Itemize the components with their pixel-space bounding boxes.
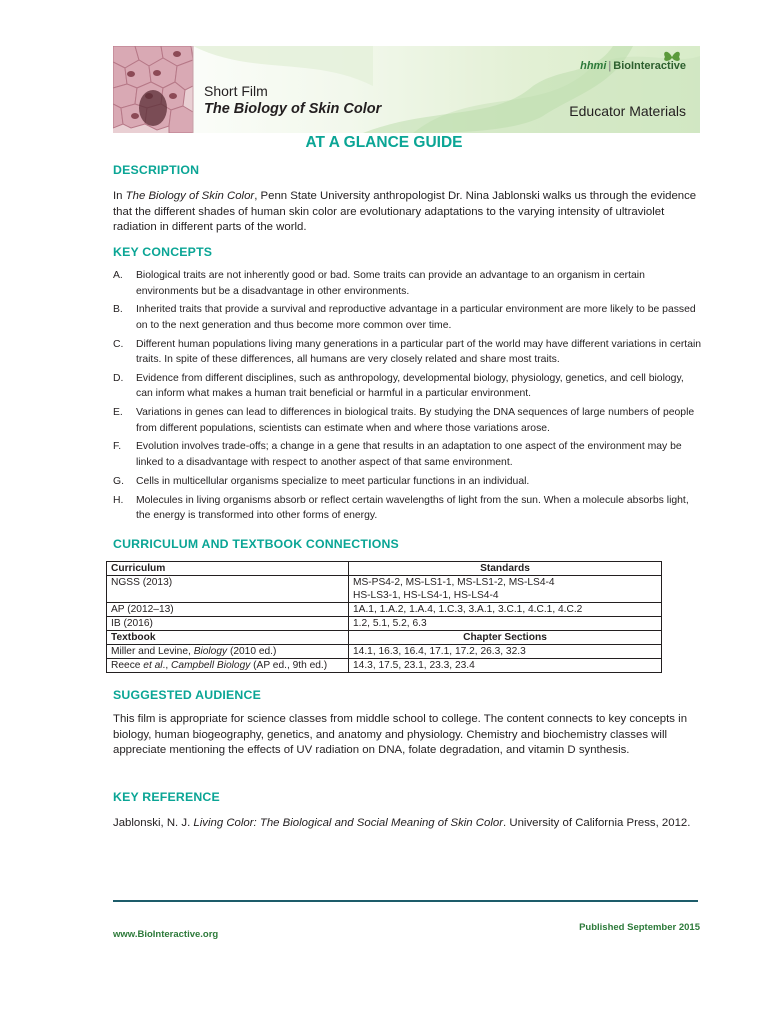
table-row bbox=[107, 659, 662, 673]
standards-line: MS-PS4-2, MS-LS1-1, MS-LS1-2, MS-LS4-4 bbox=[353, 577, 555, 588]
key-concepts-list bbox=[113, 268, 703, 527]
curriculum-table bbox=[106, 561, 662, 673]
item-letter: H. bbox=[113, 494, 124, 506]
item-text: Different human populations living many generations in a particular part of the world may have different variations in certain traits. In spite of these differences, all humans are very closely related and share most traits. bbox=[136, 338, 702, 366]
item-text: Cells in multicellular organisms specialize to meet particular functions in an individual. bbox=[136, 475, 530, 487]
logo-hhmi: hhmi bbox=[580, 60, 607, 72]
reference-title: Living Color: The Biological and Social Meaning of Skin Color bbox=[193, 817, 504, 829]
description-heading: DESCRIPTION bbox=[113, 163, 200, 177]
item-letter: B. bbox=[113, 304, 123, 316]
audience-text: This film is appropriate for science classes from middle school to college. The content connects to key concepts in biology, human biogeography, genetics, and anatomy and physiology. Chemistry and biochemistry classes will appreciate mentioning the effects of UV radiation on DNA, folate degradation, and vitamin D synthesis. bbox=[113, 713, 688, 757]
table-row bbox=[107, 603, 662, 617]
chapter-sections: 14.3, 17.5, 23.1, 23.3, 23.4 bbox=[349, 659, 662, 673]
list-item bbox=[113, 371, 703, 402]
item-letter: D. bbox=[113, 372, 124, 384]
standards-cell bbox=[349, 576, 662, 603]
film-title: The Biology of Skin Color bbox=[204, 101, 382, 117]
textbook-name bbox=[107, 659, 349, 673]
description-film-title: The Biology of Skin Color bbox=[125, 190, 255, 202]
logo-brand: BioInteractive bbox=[613, 60, 686, 72]
standards-cell: 1A.1, 1.A.2, 1.A.4, 1.C.3, 3.A.1, 3.C.1, 4.C.1, 4.C.2 bbox=[349, 603, 662, 617]
textbook-edition: (2010 ed.) bbox=[227, 646, 277, 657]
film-kind: Short Film bbox=[204, 83, 268, 99]
standards-cell: 1.2, 5.1, 5.2, 6.3 bbox=[349, 617, 662, 631]
curriculum-name: IB (2016) bbox=[107, 617, 349, 631]
published-date: Published September 2015 bbox=[579, 922, 700, 933]
textbook-edition: (AP ed., 9th ed.) bbox=[250, 660, 328, 671]
header-banner bbox=[113, 46, 700, 133]
item-text: Evidence from different disciplines, such as anthropology, developmental biology, physiology, genetics, and cell biology, can inform what makes a human trait beneficial or harmful in a particular environment. bbox=[136, 372, 684, 400]
item-text: Inherited traits that provide a survival and reproductive advantage in a particular environment are more likely to be passed on to the next generation and thus become more common over time. bbox=[136, 304, 696, 331]
item-text: Evolution involves trade-offs; a change in a gene that results in an adaptation to one aspect of the environment may be linked to a disadvantage with respect to another aspect of that same environment. bbox=[136, 441, 682, 468]
curriculum-name: AP (2012–13) bbox=[107, 603, 349, 617]
curriculum-heading: CURRICULUM AND TEXTBOOK CONNECTIONS bbox=[113, 537, 399, 551]
list-item bbox=[113, 337, 703, 368]
educator-materials-label: Educator Materials bbox=[569, 103, 686, 119]
standards-line: HS-LS3-1, HS-LS4-1, HS-LS4-4 bbox=[353, 590, 499, 601]
column-header-standards: Standards bbox=[349, 562, 662, 576]
textbook-title: Campbell Biology bbox=[171, 660, 251, 671]
item-letter: E. bbox=[113, 407, 123, 419]
hhmi-biointeractive-logo[interactable] bbox=[580, 60, 686, 72]
item-letter: C. bbox=[113, 338, 124, 350]
reference-publisher: . University of California Press, 2012. bbox=[503, 817, 691, 829]
textbook-author: Reece bbox=[111, 660, 144, 671]
description-post: , Penn State University anthropologist Dr. Nina Jablonski walks us through the evidence that the different shades of human skin color are evolutionary adaptations to the varying intensity of ultraviolet radiation in different parts of the world. bbox=[113, 190, 697, 234]
textbook-title: Biology bbox=[193, 646, 228, 657]
table-row bbox=[107, 617, 662, 631]
list-item bbox=[113, 474, 703, 490]
footer-divider bbox=[113, 900, 698, 902]
audience-heading: SUGGESTED AUDIENCE bbox=[113, 688, 261, 702]
list-item bbox=[113, 405, 703, 436]
table-header-row bbox=[107, 562, 662, 576]
table-row bbox=[107, 645, 662, 659]
reference-heading: KEY REFERENCE bbox=[113, 790, 220, 804]
column-header-textbook: Textbook bbox=[107, 631, 349, 645]
item-text: Molecules in living organisms absorb or reflect certain wavelengths of light from the sun. When a molecule absorbs light, the energy is transformed into other forms of energy. bbox=[136, 494, 689, 522]
list-item bbox=[113, 493, 703, 524]
column-header-chapters: Chapter Sections bbox=[349, 631, 662, 645]
textbook-name bbox=[107, 645, 349, 659]
curriculum-name: NGSS (2013) bbox=[107, 576, 349, 603]
chapter-sections: 14.1, 16.3, 16.4, 17.1, 17.2, 26.3, 32.3 bbox=[349, 645, 662, 659]
item-text: Variations in genes can lead to differences in biological traits. By studying the DNA sequences of large numbers of people from different populations, scientists can estimate when and where those variations arose. bbox=[136, 407, 695, 434]
list-item bbox=[113, 268, 703, 299]
textbook-author: Miller and Levine, bbox=[111, 646, 194, 657]
item-letter: G. bbox=[113, 475, 124, 487]
key-concepts-heading: KEY CONCEPTS bbox=[113, 245, 213, 259]
table-row bbox=[107, 576, 662, 603]
logo-separator: | bbox=[608, 60, 612, 72]
description-pre: In bbox=[113, 190, 126, 202]
reference-author: Jablonski, N. J. bbox=[113, 817, 194, 829]
textbook-et-al: et al bbox=[143, 660, 163, 671]
column-header-curriculum: Curriculum bbox=[107, 562, 349, 576]
footer-url-link[interactable]: www.BioInteractive.org bbox=[113, 929, 219, 940]
page-title: AT A GLANCE GUIDE bbox=[305, 134, 463, 151]
description-text bbox=[113, 189, 703, 236]
table-header-row bbox=[107, 631, 662, 645]
item-text: Biological traits are not inherently good or bad. Some traits can provide an advantage to an organism in certain environments but be a disadvantage in other environments. bbox=[136, 270, 645, 297]
item-letter: A. bbox=[113, 270, 123, 281]
reference-text bbox=[113, 816, 703, 832]
item-letter: F. bbox=[113, 441, 122, 453]
list-item bbox=[113, 302, 703, 333]
list-item bbox=[113, 439, 703, 470]
textbook-separator: ., bbox=[162, 660, 172, 671]
